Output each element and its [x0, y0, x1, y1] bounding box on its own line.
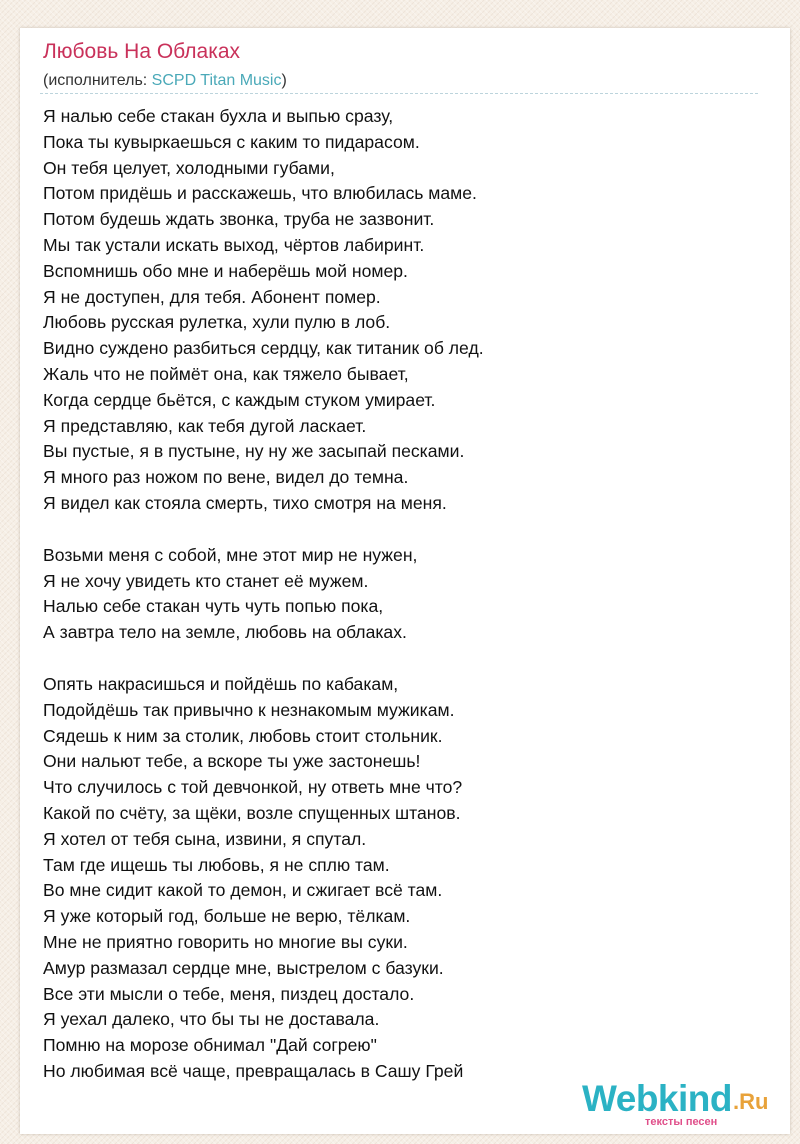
site-logo[interactable] — [582, 1078, 782, 1138]
lyric-line: Я не хочу увидеть кто станет её мужем. — [43, 570, 369, 591]
lyric-line: Потом будешь ждать звонка, труба не зазвонит. — [43, 209, 435, 230]
lyric-line: Он тебя целует, холодными губами, — [43, 157, 335, 178]
lyric-line: Во мне сидит какой то демон, и сжигает всё там. — [43, 880, 443, 901]
artist-link[interactable]: SCPD Titan Music — [151, 72, 282, 89]
artist-suffix: ) — [281, 72, 287, 89]
lyric-line: Мне не приятно говорить но многие вы суки. — [43, 931, 408, 952]
logo-wordmark: Webkind — [582, 1078, 732, 1119]
lyrics-block — [43, 104, 743, 1111]
lyric-line: Пока ты кувыркаешься с каким то пидарасом. — [43, 131, 420, 152]
lyric-line: Я уже который год, больше не верю, тёлкам. — [43, 906, 411, 927]
lyric-line: Вы пустые, я в пустыне, ну ну же засыпай песками. — [43, 441, 465, 462]
lyrics-stanza-2 — [43, 543, 743, 646]
lyric-line: Жаль что не поймёт она, как тяжело бывает, — [43, 363, 409, 384]
lyric-line: Я не доступен, для тебя. Абонент помер. — [43, 286, 381, 307]
lyric-line: Когда сердце бьётся, с каждым стуком умирает. — [43, 389, 436, 410]
logo-domain-suffix: .Ru — [733, 1089, 769, 1114]
lyric-line: Видно суждено разбиться сердцу, как титаник об лед. — [43, 338, 484, 359]
lyric-line: Налью себе стакан чуть чуть попью пока, — [43, 596, 384, 617]
lyric-line: Амур размазал сердце мне, выстрелом с базуки. — [43, 957, 444, 978]
lyric-line: Какой по счёту, за щёки, возле спущенных штанов. — [43, 802, 461, 823]
artist-prefix: (исполнитель: — [43, 72, 152, 89]
song-title: Любовь На Облаках — [43, 40, 241, 63]
lyric-line: Я уехал далеко, что бы ты не доставала. — [43, 1009, 380, 1030]
lyric-line: Опять накрасишься и пойдёшь по кабакам, — [43, 673, 399, 694]
lyric-line: Мы так устали искать выход, чёртов лабиринт. — [43, 234, 425, 255]
lyric-line: Потом придёшь и расскажешь, что влюбилась маме. — [43, 183, 477, 204]
lyrics-stanza-3 — [43, 672, 743, 1085]
lyric-line: Я много раз ножом по вене, видел до темна. — [43, 467, 409, 488]
lyric-line: Я хотел от тебя сына, извини, я спутал. — [43, 828, 367, 849]
lyric-line: Любовь русская рулетка, хули пулю в лоб. — [43, 312, 391, 333]
artist-line — [43, 72, 287, 90]
lyric-line: Все эти мысли о тебе, меня, пиздец достало. — [43, 983, 415, 1004]
lyrics-stanza-1 — [43, 104, 743, 517]
lyric-line: Подойдёшь так привычно к незнакомым мужикам. — [43, 699, 455, 720]
lyric-line: Я представляю, как тебя дугой ласкает. — [43, 415, 367, 436]
logo-tagline: тексты песен — [645, 1116, 718, 1128]
lyric-line: Сядешь к ним за столик, любовь стоит стольник. — [43, 725, 443, 746]
lyric-line: Что случилось с той девчонкой, ну ответь мне что? — [43, 777, 463, 798]
title-divider — [40, 93, 758, 94]
lyric-line: Я налью себе стакан бухла и выпью сразу, — [43, 106, 394, 126]
lyric-line: А завтра тело на земле, любовь на облаках. — [43, 622, 407, 643]
lyric-line: Помню на морозе обнимал "Дай согрею" — [43, 1035, 377, 1056]
lyric-line: Но любимая всё чаще, превращалась в Сашу Грей — [43, 1060, 464, 1081]
lyric-line: Там где ищешь ты любовь, я не сплю там. — [43, 854, 390, 875]
lyric-line: Возьми меня с собой, мне этот мир не нужен, — [43, 544, 418, 565]
lyric-line: Я видел как стояла смерть, тихо смотря на меня. — [43, 492, 447, 513]
lyric-line: Вспомнишь обо мне и наберёшь мой номер. — [43, 260, 408, 281]
lyric-line: Они нальют тебе, а вскоре ты уже застонешь! — [43, 751, 421, 772]
